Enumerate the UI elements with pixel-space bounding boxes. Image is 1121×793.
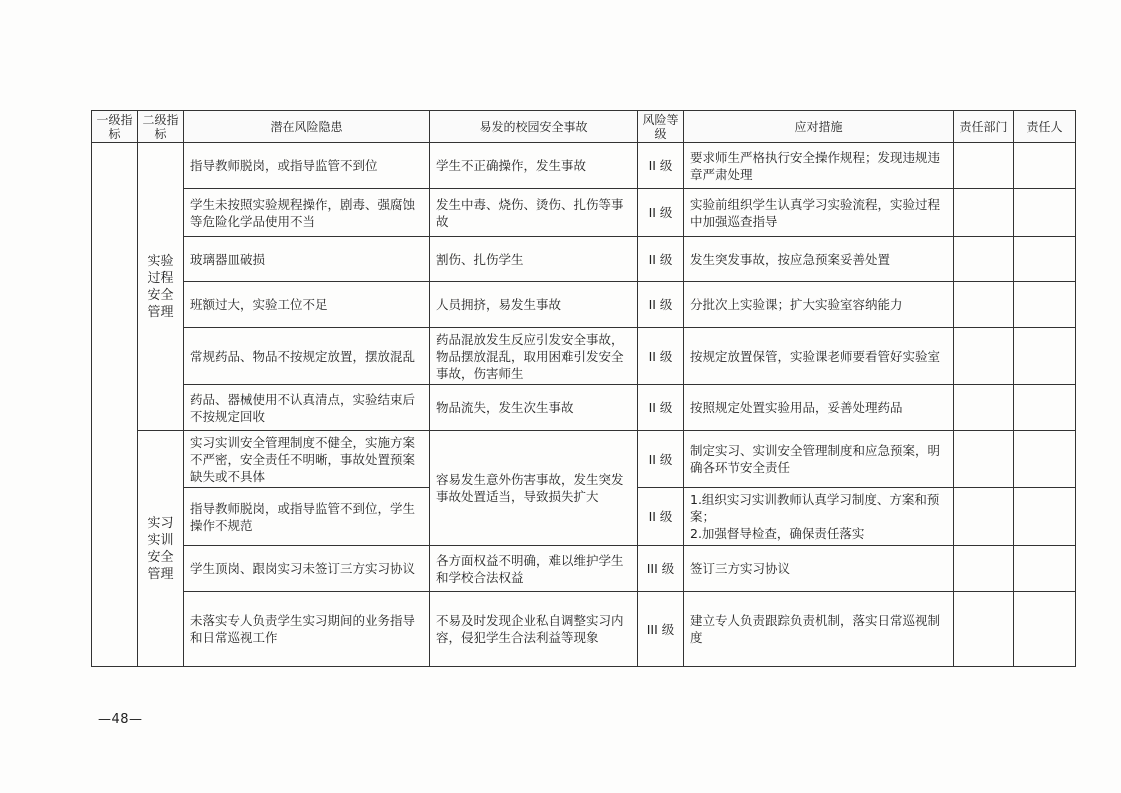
hazard-cell: 常规药品、物品不按规定放置，摆放混乱 (184, 328, 430, 385)
table-header-row (92, 111, 1076, 143)
header-level2: 二级指标 (138, 111, 184, 143)
person-cell (1014, 385, 1076, 431)
department-cell (954, 189, 1014, 237)
hazard-cell: 指导教师脱岗，或指导监管不到位，学生操作不规范 (184, 488, 430, 546)
incident-cell: 药品混放发生反应引发安全事故，物品摆放混乱，取用困难引发安全事故，伤害师生 (430, 328, 638, 385)
table-row (92, 546, 1076, 592)
header-hazard: 潜在风险隐患 (184, 111, 430, 143)
person-cell (1014, 237, 1076, 282)
hazard-cell: 指导教师脱岗，或指导监管不到位 (184, 143, 430, 189)
header-person: 责任人 (1014, 111, 1076, 143)
header-measures: 应对措施 (684, 111, 954, 143)
measures-cell: 签订三方实习协议 (684, 546, 954, 592)
table-row (92, 431, 1076, 488)
measures-cell: 发生突发事故，按应急预案妥善处置 (684, 237, 954, 282)
incident-cell: 学生不正确操作，发生事故 (430, 143, 638, 189)
incident-cell: 割伤、扎伤学生 (430, 237, 638, 282)
table-row (92, 143, 1076, 189)
incident-cell: 容易发生意外伤害事故，发生突发事故处置适当，导致损失扩大 (430, 431, 638, 546)
risk-level-cell: II 级 (638, 189, 684, 237)
hazard-cell: 学生顶岗、跟岗实习未签订三方实习协议 (184, 546, 430, 592)
table-row (92, 282, 1076, 328)
level2-cell-experiment: 实验过程安全管理 (138, 143, 184, 431)
risk-level-cell: III 级 (638, 546, 684, 592)
header-risk-level: 风险等级 (638, 111, 684, 143)
person-cell (1014, 488, 1076, 546)
person-cell (1014, 328, 1076, 385)
person-cell (1014, 143, 1076, 189)
measures-cell: 要求师生严格执行安全操作规程；发现违规违章严肃处理 (684, 143, 954, 189)
department-cell (954, 282, 1014, 328)
risk-level-cell: II 级 (638, 328, 684, 385)
measures-cell: 分批次上实验课；扩大实验室容纳能力 (684, 282, 954, 328)
incident-cell: 发生中毒、烧伤、烫伤、扎伤等事故 (430, 189, 638, 237)
incident-cell: 不易及时发现企业私自调整实习内容，侵犯学生合法利益等现象 (430, 592, 638, 667)
department-cell (954, 488, 1014, 546)
risk-level-cell: II 级 (638, 431, 684, 488)
hazard-cell: 玻璃器皿破损 (184, 237, 430, 282)
table-row (92, 237, 1076, 282)
person-cell (1014, 282, 1076, 328)
measures-cell: 制定实习、实训安全管理制度和应急预案，明确各环节安全责任 (684, 431, 954, 488)
hazard-cell: 药品、器械使用不认真清点，实验结束后不按规定回收 (184, 385, 430, 431)
measures-cell (684, 488, 954, 546)
hazard-cell: 班额过大，实验工位不足 (184, 282, 430, 328)
measures-line: 1.组织实习实训教师认真学习制度、方案和预案； (690, 492, 940, 524)
hazard-cell: 实习实训安全管理制度不健全，实施方案不严密，安全责任不明晰，事故处置预案缺失或不具体 (184, 431, 430, 488)
incident-cell: 各方面权益不明确，难以维护学生和学校合法权益 (430, 546, 638, 592)
risk-level-cell: II 级 (638, 385, 684, 431)
department-cell (954, 328, 1014, 385)
risk-level-cell: II 级 (638, 237, 684, 282)
incident-cell: 人员拥挤，易发生事故 (430, 282, 638, 328)
department-cell (954, 143, 1014, 189)
risk-level-cell: II 级 (638, 488, 684, 546)
hazard-cell: 学生未按照实验规程操作，剧毒、强腐蚀等危险化学品使用不当 (184, 189, 430, 237)
department-cell (954, 592, 1014, 667)
table-row (92, 189, 1076, 237)
department-cell (954, 385, 1014, 431)
table-row (92, 592, 1076, 667)
measures-cell: 按照规定处置实验用品，妥善处理药品 (684, 385, 954, 431)
incident-cell: 物品流失，发生次生事故 (430, 385, 638, 431)
measures-cell: 实验前组织学生认真学习实验流程，实验过程中加强巡查指导 (684, 189, 954, 237)
header-department: 责任部门 (954, 111, 1014, 143)
header-level1: 一级指标 (92, 111, 138, 143)
person-cell (1014, 592, 1076, 667)
risk-level-cell: II 级 (638, 143, 684, 189)
hazard-cell: 未落实专人负责学生实习期间的业务指导和日常巡视工作 (184, 592, 430, 667)
person-cell (1014, 189, 1076, 237)
person-cell (1014, 431, 1076, 488)
department-cell (954, 431, 1014, 488)
page-number: —48— (98, 712, 143, 727)
risk-level-cell: III 级 (638, 592, 684, 667)
person-cell (1014, 546, 1076, 592)
risk-level-cell: II 级 (638, 282, 684, 328)
level2-cell-internship: 实习实训安全管理 (138, 431, 184, 667)
department-cell (954, 546, 1014, 592)
table-row (92, 328, 1076, 385)
level1-cell (92, 143, 138, 667)
measures-cell: 建立专人负责跟踪负责机制，落实日常巡视制度 (684, 592, 954, 667)
header-incident: 易发的校园安全事故 (430, 111, 638, 143)
risk-table (91, 110, 1076, 667)
measures-cell: 按规定放置保管，实验课老师要看管好实验室 (684, 328, 954, 385)
table-row (92, 385, 1076, 431)
department-cell (954, 237, 1014, 282)
measures-line: 2.加强督导检查，确保责任落实 (690, 526, 865, 541)
